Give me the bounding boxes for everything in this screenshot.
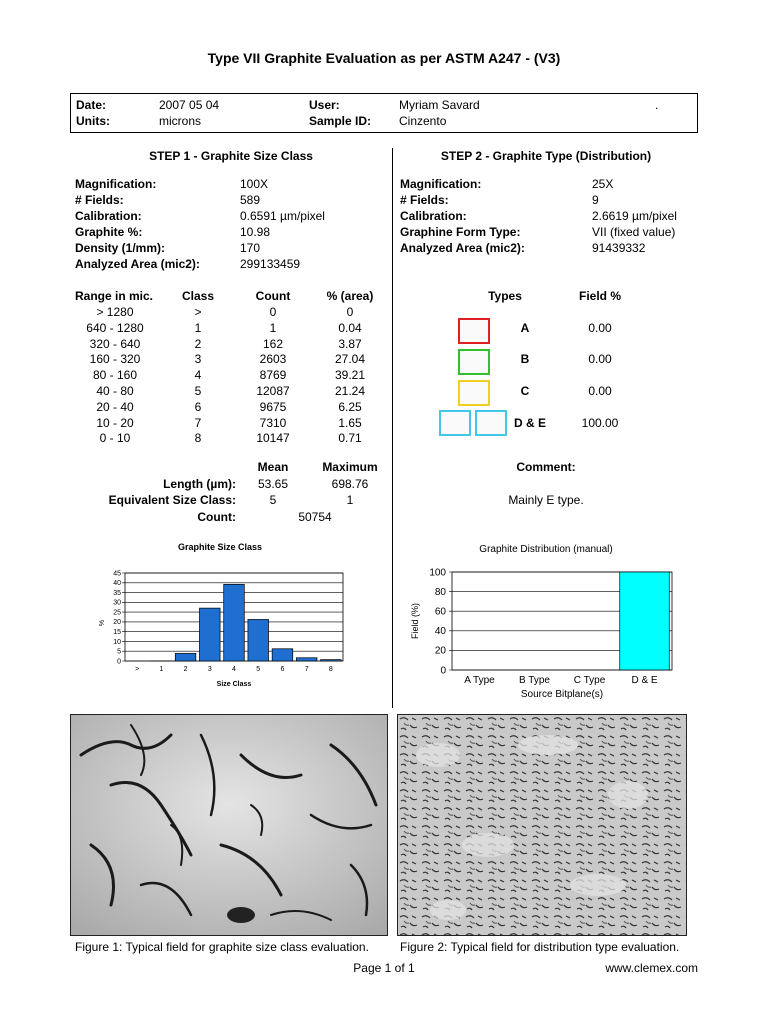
step2-field-label: Analyzed Area (mic2): bbox=[400, 241, 525, 255]
c1-xtick-label: 6 bbox=[280, 666, 285, 673]
user-value: Myriam Savard bbox=[399, 98, 480, 112]
c2-bar bbox=[620, 572, 670, 670]
units-value: microns bbox=[159, 114, 202, 128]
comment-label: Comment: bbox=[516, 460, 576, 474]
c2-xtick-label: C Type bbox=[573, 675, 606, 686]
step2-field-label: # Fields: bbox=[400, 193, 449, 207]
column-divider bbox=[392, 148, 393, 708]
maximum-label: Maximum bbox=[322, 460, 378, 474]
c1-ytick-label: 25 bbox=[113, 609, 121, 617]
c1-ytick-label: 10 bbox=[113, 638, 121, 646]
units-label: Units: bbox=[76, 114, 110, 128]
sample-label: Sample ID: bbox=[309, 114, 372, 128]
type-b-name: B bbox=[520, 352, 530, 366]
c2-ytick-label: 40 bbox=[434, 626, 446, 638]
count-value: 50754 bbox=[298, 510, 332, 524]
row-range: 640 - 1280 bbox=[86, 320, 144, 335]
figure2-caption: Figure 2: Typical field for distribution type evaluation. bbox=[400, 940, 680, 954]
step1-field-value: 299133459 bbox=[240, 257, 301, 271]
row-range: 40 - 80 bbox=[96, 384, 134, 398]
row-range: > 1280 bbox=[96, 305, 134, 319]
c1-bar bbox=[175, 653, 196, 661]
equiv-mean: 5 bbox=[269, 493, 277, 507]
step2-field-value: 9 bbox=[592, 193, 599, 207]
sample-value: Cinzento bbox=[399, 114, 447, 128]
th-count: Count bbox=[255, 289, 291, 303]
equiv-max: 1 bbox=[346, 493, 354, 507]
type-a-name: A bbox=[520, 321, 530, 335]
types-header: Types bbox=[488, 289, 522, 303]
row-count: 12087 bbox=[256, 384, 290, 398]
c1-bar bbox=[321, 660, 342, 661]
length-max: 698.76 bbox=[331, 477, 369, 491]
c1-bar bbox=[224, 584, 245, 661]
figure1-caption: Figure 1: Typical field for graphite size class evaluation. bbox=[75, 940, 369, 954]
figure1-micrograph bbox=[70, 714, 388, 936]
step1-field-value: 589 bbox=[240, 193, 261, 207]
row-count: 162 bbox=[262, 336, 284, 351]
row-count: 8769 bbox=[259, 368, 287, 383]
step2-field-value: 2.6619 µm/pixel bbox=[592, 209, 677, 223]
c2-ytick-label: 80 bbox=[434, 586, 446, 598]
row-range: 20 - 40 bbox=[96, 399, 134, 414]
c2-ytick-label: 60 bbox=[434, 606, 446, 618]
c1-ytick-label: 15 bbox=[113, 629, 121, 636]
c1-xtick-label: 8 bbox=[328, 666, 333, 673]
row-count: 10147 bbox=[256, 431, 290, 446]
count-label: Count: bbox=[197, 510, 236, 524]
row-count: 7310 bbox=[259, 415, 287, 430]
row-range: 80 - 160 bbox=[92, 368, 138, 383]
type-de-name: D & E bbox=[513, 416, 546, 430]
comment-text: Mainly E type. bbox=[508, 493, 584, 507]
c2-xtick-label: A Type bbox=[464, 675, 495, 686]
c1-xtick-label: > bbox=[135, 666, 140, 673]
step1-title: STEP 1 - Graphite Size Class bbox=[149, 149, 313, 163]
c1-ytick-label: 30 bbox=[113, 599, 121, 607]
step1-field-label: Analyzed Area (mic2): bbox=[75, 257, 200, 271]
row-area: 1.65 bbox=[338, 415, 362, 430]
step1-field-value: 10.98 bbox=[240, 225, 271, 239]
c1-xtick-label: 4 bbox=[232, 666, 236, 673]
chart1-ylabel: % bbox=[99, 619, 106, 627]
field-pct-header: Field % bbox=[578, 289, 621, 303]
chart2-ylabel: Field (%) bbox=[410, 602, 420, 640]
distribution-chart bbox=[400, 535, 698, 705]
c2-ytick-label: 100 bbox=[429, 567, 446, 579]
row-class: 5 bbox=[194, 384, 202, 398]
step1-field-label: Graphite %: bbox=[75, 225, 143, 239]
th-range: Range in mic. bbox=[75, 289, 154, 303]
c2-xtick-label: B Type bbox=[519, 675, 550, 686]
row-area: 6.25 bbox=[338, 399, 362, 414]
row-range: 10 - 20 bbox=[96, 415, 134, 430]
equiv-label: Equivalent Size Class: bbox=[108, 493, 236, 507]
date-label: Date: bbox=[76, 98, 107, 112]
page-title: Type VII Graphite Evaluation as per ASTM A247 - (V3) bbox=[207, 50, 561, 66]
c1-xtick-label: 5 bbox=[256, 666, 261, 673]
c1-ytick-label: 40 bbox=[113, 580, 121, 588]
row-class: 6 bbox=[194, 399, 202, 414]
figure2-micrograph bbox=[397, 714, 687, 936]
row-count: 2603 bbox=[259, 352, 287, 367]
type-e-swatch bbox=[475, 410, 507, 436]
type-b-swatch bbox=[458, 349, 490, 375]
c1-ytick-label: 0 bbox=[117, 658, 121, 666]
distribution-graphite-image bbox=[398, 715, 687, 936]
type-c-name: C bbox=[520, 384, 530, 398]
row-count: 0 bbox=[269, 305, 277, 319]
step1-field-value: 170 bbox=[240, 241, 261, 255]
header-dot: . bbox=[655, 98, 659, 112]
type-c-value: 0.00 bbox=[588, 384, 612, 398]
website-link[interactable]: www.clemex.com bbox=[605, 961, 698, 975]
row-range: 0 - 10 bbox=[99, 431, 131, 446]
date-value: 2007 05 04 bbox=[159, 98, 220, 112]
row-class: 1 bbox=[194, 320, 202, 335]
step2-field-label: Graphine Form Type: bbox=[400, 225, 521, 239]
row-area: 3.87 bbox=[338, 336, 362, 351]
type-b-value: 0.00 bbox=[588, 352, 612, 366]
type-de-value: 100.00 bbox=[581, 416, 619, 430]
step1-field-label: Density (1/mm): bbox=[75, 241, 166, 255]
th-class: Class bbox=[181, 289, 215, 303]
c1-ytick-label: 35 bbox=[113, 589, 121, 597]
user-label: User: bbox=[309, 98, 340, 112]
chart1-xlabel: Size Class bbox=[216, 681, 252, 688]
row-count: 1 bbox=[269, 320, 277, 335]
row-class: 4 bbox=[194, 368, 202, 383]
row-range: 160 - 320 bbox=[89, 352, 141, 367]
row-class: 2 bbox=[194, 336, 202, 351]
length-mean: 53.65 bbox=[257, 477, 289, 491]
c1-xtick-label: 7 bbox=[304, 666, 309, 673]
row-class: > bbox=[194, 305, 202, 319]
th-area: % (area) bbox=[326, 289, 374, 303]
step1-field-value: 0.6591 µm/pixel bbox=[240, 209, 325, 223]
row-area: 27.04 bbox=[334, 352, 366, 367]
type-c-swatch bbox=[458, 380, 490, 406]
row-range: 320 - 640 bbox=[89, 336, 141, 351]
step2-field-value: 25X bbox=[592, 177, 614, 191]
chart1-title: Graphite Size Class bbox=[177, 542, 263, 552]
type-a-value: 0.00 bbox=[588, 321, 612, 335]
step1-field-label: Magnification: bbox=[75, 177, 157, 191]
c1-xtick-label: 1 bbox=[159, 666, 164, 673]
mean-label: Mean bbox=[257, 460, 289, 474]
step2-field-label: Magnification: bbox=[400, 177, 482, 191]
row-count: 9675 bbox=[259, 399, 287, 414]
c1-bar bbox=[272, 649, 293, 661]
step2-field-value: 91439332 bbox=[592, 241, 646, 255]
step2-field-value: VII (fixed value) bbox=[592, 225, 676, 239]
row-area: 0.71 bbox=[338, 431, 362, 446]
c1-ytick-label: 45 bbox=[113, 570, 121, 578]
step2-field-label: Calibration: bbox=[400, 209, 467, 223]
c2-ytick-label: 0 bbox=[440, 665, 446, 677]
c1-bar bbox=[296, 658, 317, 661]
c2-ytick-label: 20 bbox=[434, 645, 446, 657]
flake-graphite-image bbox=[71, 715, 388, 936]
chart2-title: Graphite Distribution (manual) bbox=[479, 544, 613, 555]
row-area: 21.24 bbox=[334, 384, 366, 398]
page-number: Page 1 of 1 bbox=[353, 961, 415, 975]
length-label: Length (µm): bbox=[163, 477, 236, 491]
step2-title: STEP 2 - Graphite Type (Distribution) bbox=[440, 149, 652, 163]
size-class-chart bbox=[90, 535, 360, 695]
type-d-swatch bbox=[439, 410, 471, 436]
row-class: 3 bbox=[194, 352, 202, 367]
c2-xtick-label: D & E bbox=[631, 675, 658, 686]
type-a-swatch bbox=[458, 318, 490, 344]
step1-field-label: Calibration: bbox=[75, 209, 142, 223]
step1-field-label: # Fields: bbox=[75, 193, 124, 207]
c1-ytick-label: 5 bbox=[117, 648, 121, 656]
c1-bar bbox=[199, 608, 220, 661]
row-area: 39.21 bbox=[334, 368, 366, 383]
row-area: 0 bbox=[346, 305, 354, 319]
c1-ytick-label: 20 bbox=[113, 619, 121, 627]
c1-xtick-label: 3 bbox=[207, 666, 212, 673]
chart2-xlabel: Source Bitplane(s) bbox=[520, 689, 604, 700]
header-box bbox=[70, 93, 698, 133]
row-class: 7 bbox=[194, 415, 202, 430]
c1-xtick-label: 2 bbox=[183, 666, 188, 673]
c1-bar bbox=[248, 619, 269, 661]
row-area: 0.04 bbox=[338, 320, 362, 335]
row-class: 8 bbox=[194, 431, 202, 446]
step1-field-value: 100X bbox=[240, 177, 269, 191]
